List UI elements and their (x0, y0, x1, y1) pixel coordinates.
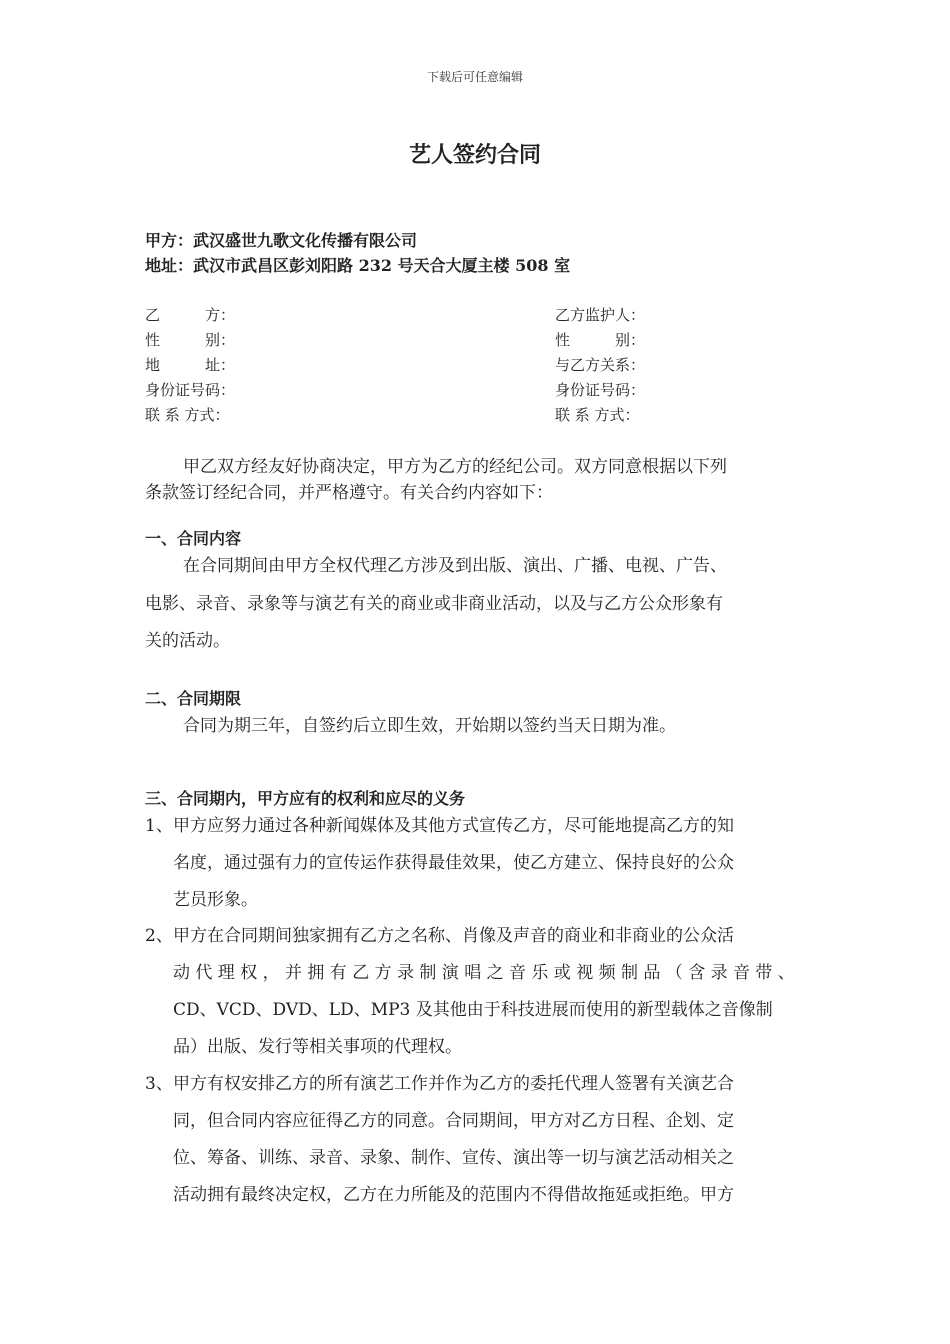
field-guardian-gender: 性 别： (555, 331, 646, 349)
item-line: 甲方有权安排乙方的所有演艺工作并作为乙方的委托代理人签署有关演艺合 (173, 1074, 734, 1094)
section-1-title: 一、合同内容 (145, 529, 242, 548)
item-line: 活动拥有最终决定权，乙方在力所能及的范围内不得借故拖延或拒绝。甲方 (173, 1185, 734, 1205)
document-title: 艺人签约合同 (408, 142, 541, 168)
item-line: 位、筹备、训练、录音、录象、制作、宣传、演出等一切与演艺活动相关之 (173, 1148, 734, 1168)
field-gender: 性 别： (145, 331, 236, 349)
section-2-title: 二、合同期限 (145, 689, 242, 708)
item-line: 甲方应努力通过各种新闻媒体及其他方式宣传乙方，尽可能地提高乙方的知 (173, 816, 734, 836)
section-1-line: 在合同期间由甲方全权代理乙方涉及到出版、演出、广播、电视、广告、 (183, 556, 727, 576)
item-line: 同，但合同内容应征得乙方的同意。合同期间，甲方对乙方日程、企划、定 (173, 1111, 734, 1131)
party-a: 甲方：武汉盛世九歌文化传播有限公司 (145, 231, 418, 250)
item-line: 甲方在合同期间独家拥有乙方之名称、肖像及声音的商业和非商业的公众活 (173, 926, 734, 946)
intro-line: 甲乙双方经友好协商决定，甲方为乙方的经纪公司。双方同意根据以下列 (183, 457, 727, 477)
field-guardian: 乙方监护人： (555, 306, 646, 324)
item-line: CD、VCD、DVD、LD、MP3 及其他由于科技进展而使用的新型载体之音像制 (173, 1000, 773, 1020)
section-3-title: 三、合同期内，甲方应有的权利和应尽的义务 (145, 789, 466, 808)
item-number: 3、 (145, 1074, 173, 1094)
item-line: 艺员形象。 (173, 890, 258, 910)
item-line: 品）出版、发行等相关事项的代理权。 (173, 1037, 462, 1057)
section-1-line: 电影、录音、录象等与演艺有关的商业或非商业活动，以及与乙方公众形象有 (145, 594, 723, 614)
field-contact: 联 系 方式： (145, 406, 230, 424)
item-number: 1、 (145, 816, 173, 836)
intro-line: 条款签订经纪合同，并严格遵守。有关合约内容如下： (145, 483, 553, 503)
field-guardian-id: 身份证号码： (555, 381, 646, 399)
page-header-note: 下载后可任意编辑 (426, 70, 523, 84)
section-1-line: 关的活动。 (145, 631, 230, 651)
section-2-line: 合同为期三年，自签约后立即生效，开始期以签约当天日期为准。 (183, 716, 676, 736)
field-relation: 与乙方关系： (555, 356, 646, 374)
party-a-address: 地址：武汉市武昌区彭刘阳路 232 号天合大厦主楼 508 室 (145, 256, 571, 275)
field-guardian-contact: 联 系 方式： (555, 406, 640, 424)
item-number: 2、 (145, 926, 173, 946)
item-line: 动代理权，并拥有乙方录制演唱之音乐或视频制品（含录音带、 (173, 963, 801, 983)
field-party-b: 乙 方： (145, 306, 236, 324)
field-address: 地 址： (145, 356, 236, 374)
item-line: 名度，通过强有力的宣传运作获得最佳效果，使乙方建立、保持良好的公众 (173, 853, 734, 873)
field-id-number: 身份证号码： (145, 381, 236, 399)
